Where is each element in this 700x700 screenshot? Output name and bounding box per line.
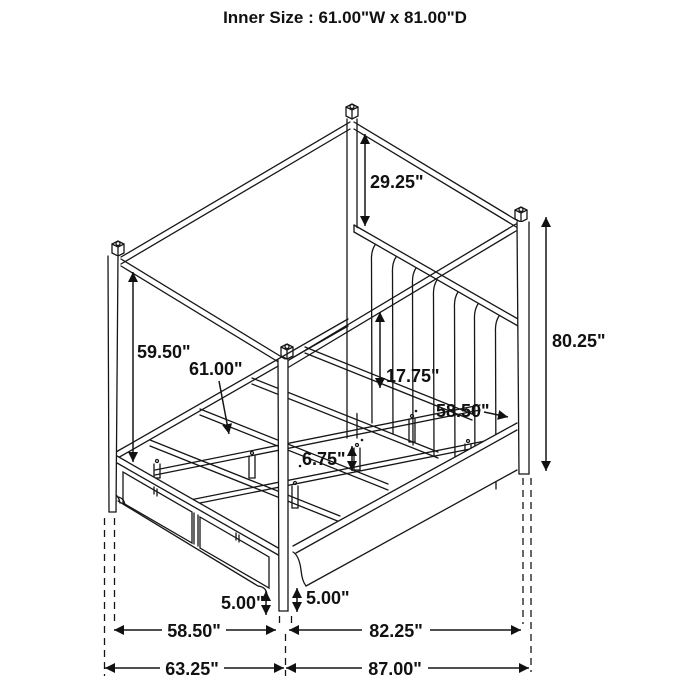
dim-label: 87.00": [368, 659, 422, 679]
dim-label: 58.50": [167, 621, 221, 641]
dimension-5-00-right: [297, 588, 350, 612]
dim-label: 63.25": [165, 659, 219, 679]
dim-label: 5.00": [221, 593, 265, 613]
dim-label: 17.75": [386, 366, 440, 386]
dim-label: 82.25": [369, 621, 423, 641]
dimension-29-25: [365, 134, 424, 226]
side-rail: [293, 423, 517, 587]
dim-label: 5.00": [306, 588, 350, 608]
dimension-6-75: [302, 446, 352, 471]
front-post: [278, 360, 288, 611]
dimension-87-00: [286, 659, 529, 679]
inner-size-title: Inner Size : 61.00"W x 81.00"D: [223, 8, 467, 27]
dimension-63-25: [105, 659, 284, 679]
dim-label: 80.25": [552, 331, 606, 351]
dimension-58-50-bottom: [114, 621, 276, 641]
dim-label: 29.25": [370, 172, 424, 192]
dim-label: 6.75": [302, 449, 346, 469]
right-post: [517, 222, 529, 474]
dimension-5-00-left: [221, 591, 266, 615]
dimension-80-25: [546, 217, 606, 471]
dim-label: 59.50": [137, 342, 191, 362]
dimension-59-50: [133, 272, 191, 462]
dim-label: 61.00": [189, 359, 243, 379]
dimension-82-25: [289, 621, 521, 641]
dim-label: 58.50": [436, 401, 490, 421]
